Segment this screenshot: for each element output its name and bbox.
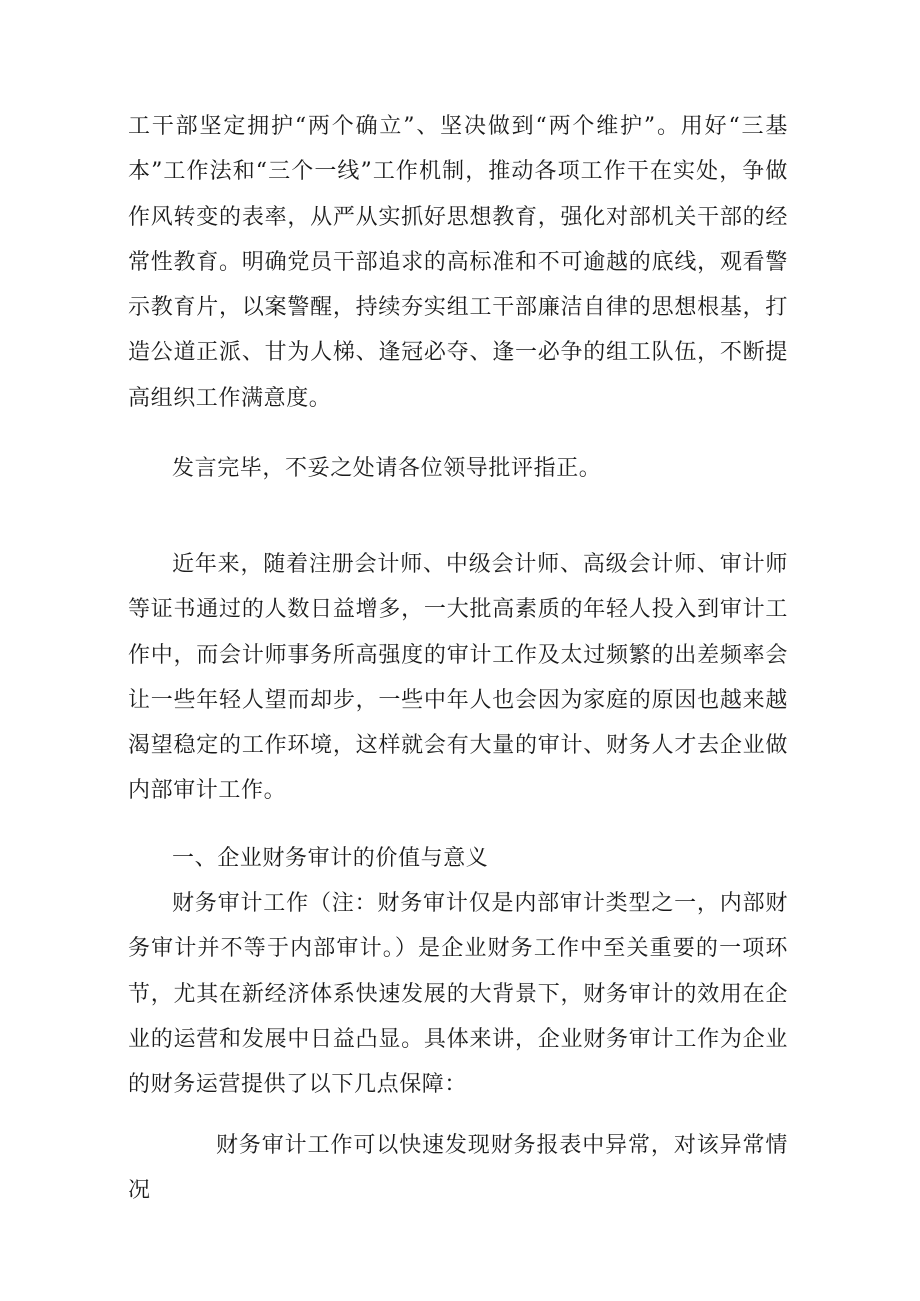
paragraph-financial-audit: 财务审计工作（注：财务审计仅是内部审计类型之一，内部财务审计并不等于内部审计。）是企业财务工作中至关重要的一项环节，尤其在新经济体系快速发展的大背景下，财务审计的效用在企业的运营和发展中日益凸显。具体来讲，企业财务审计工作为企业的财务运营提供了以下几点保障： [128, 891, 788, 1098]
paragraph-audit-background: 近年来，随着注册会计师、中级会计师、高级会计师、审计师等证书通过的人数日益增多，一大批高素质的年轻人投入到审计工作中，而会计师事务所高强度的审计工作及太过频繁的出差频率会让一些年轻人望而却步，一些中年人也会因为家庭的原因也越来越渴望稳定的工作环境，这样就会有大量的审计、财务人才去企业做内部审计工作。 [128, 552, 788, 804]
paragraph-cadre-education: 工干部坚定拥护“两个确立”、坚决做到“两个维护”。用好“三基本”工作法和“三个一线”工作机制，推动各项工作干在实处，争做作风转变的表率，从严从实抓好思想教育，强化对部机关干部的经常性教育。明确党员干部追求的高标准和不可逾越的底线，观看警示教育片，以案警醒，持续夯实组工干部廉洁自律的思想根基，打造公道正派、甘为人梯、逢冠必夺、逢一必争的组工队伍，不断提高组织工作满意度。 [128, 114, 788, 411]
paragraph-audit-point-one: 财务审计工作可以快速发现财务报表中异常，对该异常情况 [128, 1133, 788, 1204]
section-heading-value: 一、企业财务审计的价值与意义 [172, 846, 489, 871]
paragraph-closing-remark: 发言完毕，不妥之处请各位领导批评指正。 [172, 456, 602, 481]
